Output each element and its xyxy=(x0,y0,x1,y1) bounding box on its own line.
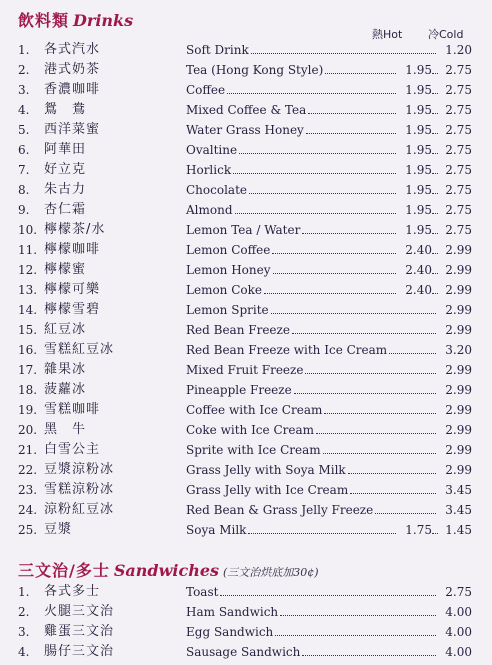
item-name-zh: 檸檬雪碧 xyxy=(44,302,101,317)
item-number: 14. xyxy=(18,303,38,317)
item-price-cold: 3.45 xyxy=(445,483,472,497)
item-name-zh: 鴛 鴦 xyxy=(44,102,87,117)
item-line xyxy=(186,502,472,518)
dot-leader xyxy=(375,513,436,514)
item-name-en: Soft Drink xyxy=(186,43,249,57)
item-number: 9. xyxy=(18,203,30,217)
menu-item-row xyxy=(0,442,492,462)
item-name-en: Red Bean & Grass Jelly Freeze xyxy=(186,503,374,517)
item-price-hot: 1.75 xyxy=(405,523,432,537)
item-price-cold: 2.99 xyxy=(445,243,472,257)
item-number: 18. xyxy=(18,383,38,397)
item-line xyxy=(186,102,472,118)
sandwiches-note: (三文治烘底加30¢) xyxy=(223,566,319,579)
item-line xyxy=(186,142,472,158)
menu-item-row xyxy=(0,242,492,262)
dot-leader xyxy=(227,93,396,94)
item-price-hot: 2.40 xyxy=(405,243,432,257)
dot-leader xyxy=(249,193,396,194)
item-number: 17. xyxy=(18,363,38,377)
menu-item-row xyxy=(0,202,492,222)
item-number: 11. xyxy=(18,243,38,257)
menu-item-row xyxy=(0,282,492,302)
menu-item-row xyxy=(0,42,492,62)
item-price-hot: 1.95 xyxy=(405,83,432,97)
item-number: 2. xyxy=(18,605,30,619)
item-name-en: Tea (Hong Kong Style) xyxy=(186,63,324,77)
menu-item-row xyxy=(0,624,492,644)
item-name-en: Red Bean Freeze xyxy=(186,323,290,337)
drinks-section-title xyxy=(18,8,133,31)
dot-leader xyxy=(323,453,436,454)
item-line xyxy=(186,482,472,498)
menu-item-row xyxy=(0,462,492,482)
item-number: 16. xyxy=(18,343,38,357)
dot-leader xyxy=(272,253,396,254)
item-price-cold: 1.45 xyxy=(445,523,472,537)
item-name-en: Water Grass Honey xyxy=(186,123,304,137)
dot-leader xyxy=(280,615,436,616)
item-price-hot: 1.95 xyxy=(405,183,432,197)
item-name-zh: 各式汽水 xyxy=(44,42,101,57)
item-name-zh: 西洋菜蜜 xyxy=(44,122,101,137)
item-name-zh: 紅豆冰 xyxy=(44,322,87,337)
item-line xyxy=(186,242,472,258)
item-number: 5. xyxy=(18,123,30,137)
item-price-cold: 4.00 xyxy=(445,645,472,659)
menu-item-row xyxy=(0,382,492,402)
menu-item-row xyxy=(0,162,492,182)
item-number: 6. xyxy=(18,143,30,157)
menu-item-row xyxy=(0,342,492,362)
item-name-en: Lemon Tea / Water xyxy=(186,223,301,237)
item-price-cold: 1.20 xyxy=(445,43,472,57)
item-number: 8. xyxy=(18,183,30,197)
item-price-cold: 2.99 xyxy=(445,363,472,377)
item-line xyxy=(186,122,472,138)
item-line xyxy=(186,342,472,358)
item-number: 22. xyxy=(18,463,38,477)
item-number: 1. xyxy=(18,43,30,57)
item-name-zh: 各式多士 xyxy=(44,584,101,599)
item-price-cold: 2.99 xyxy=(445,403,472,417)
item-line xyxy=(186,584,472,600)
item-number: 23. xyxy=(18,483,38,497)
menu-item-row xyxy=(0,522,492,542)
item-line xyxy=(186,624,472,640)
item-name-zh: 雪糕咖啡 xyxy=(44,402,101,417)
item-price-cold: 4.00 xyxy=(445,625,472,639)
item-price-cold: 2.99 xyxy=(445,423,472,437)
item-number: 20. xyxy=(18,423,38,437)
item-name-zh: 雪糕涼粉冰 xyxy=(44,482,115,497)
item-name-zh: 檸檬可樂 xyxy=(44,282,101,297)
item-line xyxy=(186,222,472,238)
item-name-zh: 涼粉紅豆冰 xyxy=(44,502,115,517)
item-name-zh: 豆漿 xyxy=(44,522,73,537)
item-name-en: Red Bean Freeze with Ice Cream xyxy=(186,343,388,357)
item-line xyxy=(186,522,472,538)
item-name-zh: 檸檬咖啡 xyxy=(44,242,101,257)
item-name-en: Ovaltine xyxy=(186,143,238,157)
menu-item-row xyxy=(0,362,492,382)
item-number: 10. xyxy=(18,223,38,237)
item-price-cold: 2.99 xyxy=(445,443,472,457)
dot-leader xyxy=(294,393,436,394)
menu-item-row xyxy=(0,402,492,422)
item-name-en: Coke with Ice Cream xyxy=(186,423,314,437)
item-price-hot: 1.95 xyxy=(405,123,432,137)
item-name-zh: 白雪公主 xyxy=(44,442,101,457)
drinks-title-en: Drinks xyxy=(73,11,134,30)
item-price-hot: 1.95 xyxy=(405,163,432,177)
item-line xyxy=(186,202,472,218)
dot-leader xyxy=(350,493,436,494)
item-name-en: Ham Sandwich xyxy=(186,605,279,619)
item-price-cold: 2.75 xyxy=(445,203,472,217)
item-number: 25. xyxy=(18,523,38,537)
item-name-zh: 朱古力 xyxy=(44,182,87,197)
menu-item-row xyxy=(0,182,492,202)
item-name-zh: 檸檬蜜 xyxy=(44,262,87,277)
item-line xyxy=(186,62,472,78)
item-price-cold: 2.75 xyxy=(445,83,472,97)
dot-leader xyxy=(324,413,436,414)
item-name-zh: 好立克 xyxy=(44,162,87,177)
menu-item-row xyxy=(0,302,492,322)
item-number: 2. xyxy=(18,63,30,77)
menu-item-row xyxy=(0,644,492,664)
menu-item-row xyxy=(0,82,492,102)
item-name-en: Horlick xyxy=(186,163,232,177)
item-number: 3. xyxy=(18,83,30,97)
sandwiches-section-title xyxy=(18,558,319,581)
item-number: 7. xyxy=(18,163,30,177)
menu-item-row xyxy=(0,122,492,142)
item-name-en: Egg Sandwich xyxy=(186,625,274,639)
item-price-cold: 2.99 xyxy=(445,263,472,277)
item-name-zh: 豆漿涼粉冰 xyxy=(44,462,115,477)
item-line xyxy=(186,422,472,438)
item-name-zh: 雜果冰 xyxy=(44,362,87,377)
item-name-en: Coffee xyxy=(186,83,226,97)
item-price-hot: 1.95 xyxy=(405,103,432,117)
item-line xyxy=(186,262,472,278)
item-line xyxy=(186,162,472,178)
item-name-zh: 香濃咖啡 xyxy=(44,82,101,97)
item-price-hot: 1.95 xyxy=(405,223,432,237)
dot-leader xyxy=(264,293,396,294)
item-number: 4. xyxy=(18,645,30,659)
dot-leader xyxy=(248,533,396,534)
dot-leader xyxy=(271,313,436,314)
item-price-cold: 2.75 xyxy=(445,183,472,197)
menu-item-row xyxy=(0,322,492,342)
item-name-en: Soya Milk xyxy=(186,523,247,537)
item-name-en: Lemon Honey xyxy=(186,263,271,277)
dot-leader xyxy=(302,655,436,656)
item-price-hot: 1.95 xyxy=(405,203,432,217)
item-name-zh: 火腿三文治 xyxy=(44,604,115,619)
dot-leader xyxy=(308,113,396,114)
item-name-zh: 港式奶茶 xyxy=(44,62,101,77)
item-number: 1. xyxy=(18,585,30,599)
item-name-en: Pineapple Freeze xyxy=(186,383,292,397)
dot-leader xyxy=(325,73,396,74)
menu-item-row xyxy=(0,102,492,122)
item-line xyxy=(186,604,472,620)
item-number: 15. xyxy=(18,323,38,337)
item-price-cold: 2.75 xyxy=(445,63,472,77)
item-name-zh: 腸仔三文治 xyxy=(44,644,115,659)
item-name-zh: 阿華田 xyxy=(44,142,87,157)
dot-leader xyxy=(305,373,436,374)
hot-column-header: 熱Hot xyxy=(372,28,403,41)
item-name-en: Lemon Sprite xyxy=(186,303,269,317)
item-line xyxy=(186,382,472,398)
item-name-en: Sausage Sandwich xyxy=(186,645,301,659)
dot-leader xyxy=(251,53,436,54)
item-line xyxy=(186,402,472,418)
item-name-en: Almond xyxy=(186,203,233,217)
item-price-cold: 4.00 xyxy=(445,605,472,619)
item-price-cold: 3.20 xyxy=(445,343,472,357)
item-price-cold: 2.99 xyxy=(445,463,472,477)
menu-item-row xyxy=(0,502,492,522)
item-price-cold: 3.45 xyxy=(445,503,472,517)
item-line xyxy=(186,462,472,478)
menu-item-row xyxy=(0,422,492,442)
item-number: 12. xyxy=(18,263,38,277)
item-line xyxy=(186,644,472,660)
item-line xyxy=(186,322,472,338)
item-line xyxy=(186,42,472,58)
item-number: 4. xyxy=(18,103,30,117)
menu-item-row xyxy=(0,222,492,242)
item-name-zh: 雪糕紅豆冰 xyxy=(44,342,115,357)
dot-leader xyxy=(292,333,436,334)
item-name-en: Lemon Coffee xyxy=(186,243,271,257)
item-name-zh: 菠蘿冰 xyxy=(44,382,87,397)
dot-leader xyxy=(273,273,396,274)
item-price-cold: 2.99 xyxy=(445,323,472,337)
dot-leader xyxy=(239,153,396,154)
sandwiches-title-zh: 三文治/多士 xyxy=(18,561,110,580)
item-name-en: Grass Jelly with Soya Milk xyxy=(186,463,346,477)
item-name-en: Mixed Fruit Freeze xyxy=(186,363,304,377)
dot-leader xyxy=(302,233,396,234)
dot-leader xyxy=(348,473,436,474)
item-number: 13. xyxy=(18,283,38,297)
item-price-cold: 2.99 xyxy=(445,303,472,317)
item-name-zh: 檸檬茶/水 xyxy=(44,222,106,237)
item-line xyxy=(186,182,472,198)
item-name-en: Lemon Coke xyxy=(186,283,262,297)
item-line xyxy=(186,442,472,458)
cold-column-header: 冷Cold xyxy=(428,28,464,41)
dot-leader xyxy=(306,133,396,134)
item-line xyxy=(186,362,472,378)
item-price-cold: 2.99 xyxy=(445,383,472,397)
item-number: 24. xyxy=(18,503,38,517)
sandwiches-title-en: Sandwiches xyxy=(113,561,220,580)
drinks-title-zh: 飲料類 xyxy=(18,11,70,30)
item-number: 21. xyxy=(18,443,38,457)
menu-item-row xyxy=(0,604,492,624)
item-price-hot: 2.40 xyxy=(405,283,432,297)
item-price-cold: 2.75 xyxy=(445,123,472,137)
item-price-cold: 2.75 xyxy=(445,163,472,177)
item-line xyxy=(186,302,472,318)
item-number: 19. xyxy=(18,403,38,417)
item-price-hot: 1.95 xyxy=(405,143,432,157)
item-price-cold: 2.75 xyxy=(445,143,472,157)
dot-leader xyxy=(220,595,436,596)
item-name-en: Sprite with Ice Cream xyxy=(186,443,321,457)
dot-leader xyxy=(275,635,436,636)
item-name-zh: 黑 牛 xyxy=(44,422,87,437)
item-price-hot: 1.95 xyxy=(405,63,432,77)
menu-item-row xyxy=(0,262,492,282)
item-line xyxy=(186,82,472,98)
item-number: 3. xyxy=(18,625,30,639)
dot-leader xyxy=(389,353,436,354)
item-price-cold: 2.75 xyxy=(445,223,472,237)
item-price-hot: 2.40 xyxy=(405,263,432,277)
item-name-en: Coffee with Ice Cream xyxy=(186,403,323,417)
item-name-en: Mixed Coffee & Tea xyxy=(186,103,307,117)
item-line xyxy=(186,282,472,298)
item-name-en: Grass Jelly with Ice Cream xyxy=(186,483,349,497)
menu-item-row xyxy=(0,584,492,604)
item-price-cold: 2.75 xyxy=(445,585,472,599)
dot-leader xyxy=(235,213,396,214)
dot-leader xyxy=(233,173,396,174)
item-price-cold: 2.99 xyxy=(445,283,472,297)
menu-item-row xyxy=(0,142,492,162)
item-name-zh: 雞蛋三文治 xyxy=(44,624,115,639)
item-price-cold: 2.75 xyxy=(445,103,472,117)
item-name-en: Toast xyxy=(186,585,219,599)
item-name-zh: 杏仁霜 xyxy=(44,202,87,217)
menu-item-row xyxy=(0,62,492,82)
item-name-en: Chocolate xyxy=(186,183,247,197)
dot-leader xyxy=(316,433,436,434)
menu-item-row xyxy=(0,482,492,502)
